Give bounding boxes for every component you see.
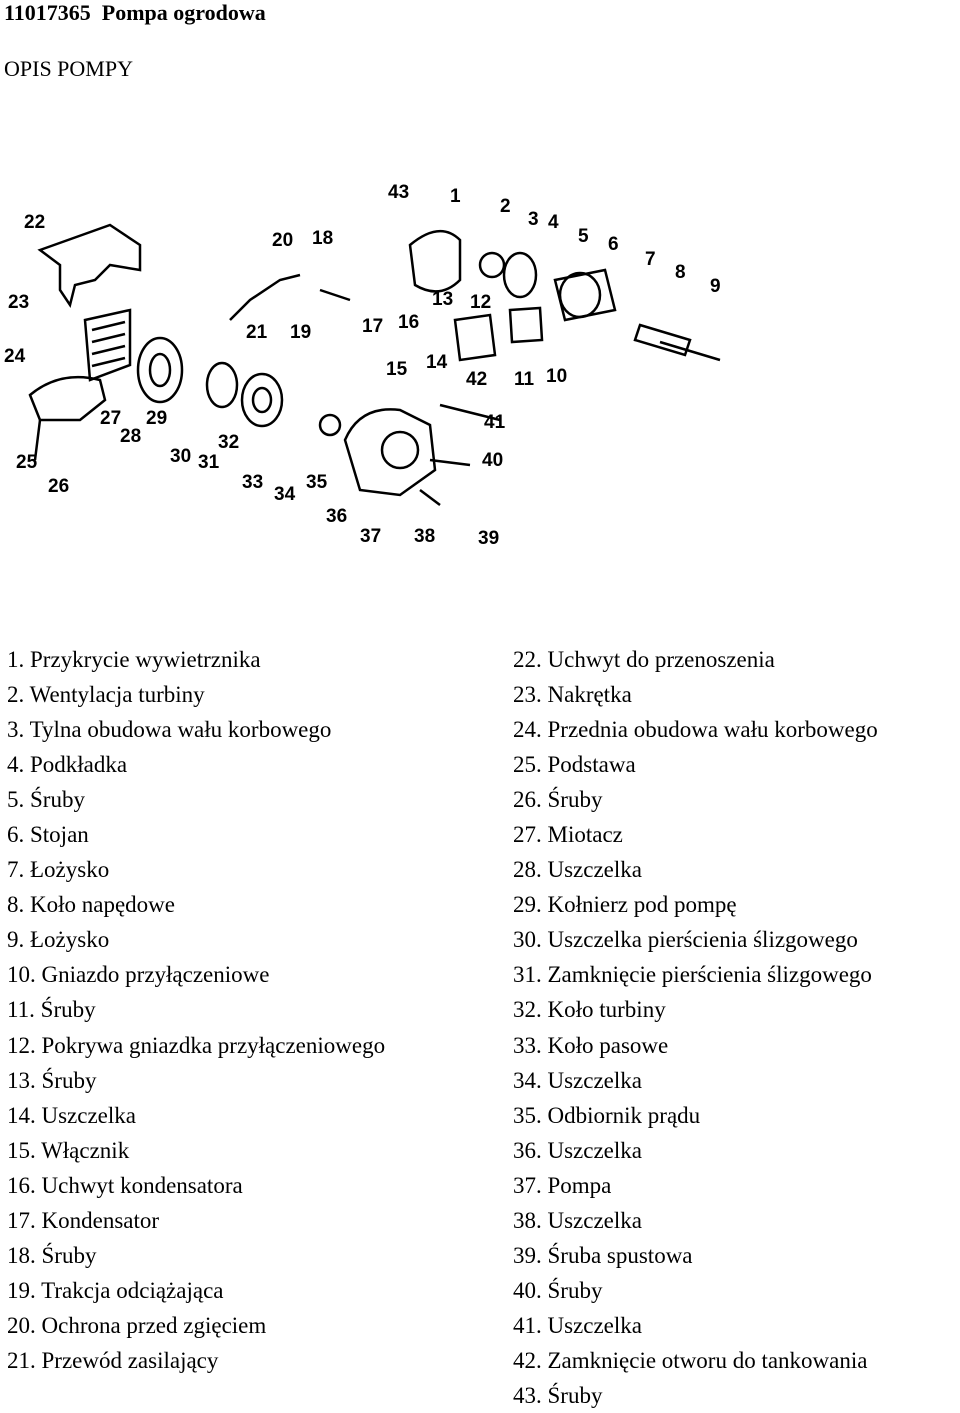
callout-21: 21 xyxy=(246,322,268,343)
callout-1: 1 xyxy=(450,186,461,207)
back-housing-part xyxy=(504,253,536,297)
list-item: 1. Przykrycie wywietrznika xyxy=(7,647,261,672)
pump-body-part xyxy=(345,409,435,495)
list-item: 5. Śruby xyxy=(7,787,85,813)
callout-37: 37 xyxy=(360,526,382,547)
list-item: 8. Koło napędowe xyxy=(7,892,175,918)
callout-32: 32 xyxy=(218,432,240,453)
callout-9: 9 xyxy=(710,276,721,297)
list-item: 22. Uchwyt do przenoszenia xyxy=(513,647,775,672)
list-item: 34. Uszczelka xyxy=(513,1067,642,1093)
drive-wheel-part xyxy=(635,325,690,355)
list-item: 7. Łożysko xyxy=(7,857,110,883)
pulley-part xyxy=(242,374,282,426)
callout-20: 20 xyxy=(272,230,294,251)
front-housing-part xyxy=(85,310,130,380)
callout-38: 38 xyxy=(414,526,436,547)
list-item: 43. Śruby xyxy=(513,1382,603,1408)
callout-23: 23 xyxy=(8,292,30,313)
callout-33: 33 xyxy=(242,472,264,493)
stator-part xyxy=(555,270,615,320)
callout-34: 34 xyxy=(274,484,296,505)
pump-exploded-diagram xyxy=(0,170,960,570)
callout-12: 12 xyxy=(470,292,492,313)
callout-24: 24 xyxy=(4,346,26,367)
callout-6: 6 xyxy=(608,234,619,255)
list-item: 23. Nakrętka xyxy=(513,682,632,708)
list-item: 21. Przewód zasilający xyxy=(7,1347,219,1373)
callout-3: 3 xyxy=(528,209,539,230)
callout-35: 35 xyxy=(306,472,328,493)
callout-25: 25 xyxy=(16,452,38,473)
list-item: 40. Śruby xyxy=(513,1277,603,1303)
callout-43: 43 xyxy=(388,182,410,203)
callout-31: 31 xyxy=(198,452,220,473)
list-item: 20. Ochrona przed zgięciem xyxy=(7,1312,267,1338)
list-item: 9. Łożysko xyxy=(7,927,110,953)
list-item: 18. Śruby xyxy=(7,1242,97,1268)
list-item: 27. Miotacz xyxy=(513,822,623,848)
document-title: 11017365 Pompa ogrodowa xyxy=(4,0,266,25)
list-item: 25. Podstawa xyxy=(513,752,636,778)
list-item: 6. Stojan xyxy=(7,822,89,848)
list-item: 26. Śruby xyxy=(513,787,603,813)
section-title: OPIS POMPY xyxy=(4,56,133,81)
callout-13: 13 xyxy=(432,289,454,310)
list-item: 28. Uszczelka xyxy=(513,857,642,883)
list-item: 13. Śruby xyxy=(7,1067,97,1093)
list-item: 14. Uszczelka xyxy=(7,1102,136,1128)
list-item: 39. Śruba spustowa xyxy=(513,1242,693,1268)
callout-19: 19 xyxy=(290,322,312,343)
callout-26: 26 xyxy=(48,476,70,497)
flange-part xyxy=(138,338,182,402)
base-part xyxy=(30,377,105,420)
callout-36: 36 xyxy=(326,506,348,527)
list-item: 41. Uszczelka xyxy=(513,1312,642,1338)
callout-7: 7 xyxy=(645,249,656,270)
list-item: 4. Podkładka xyxy=(7,752,128,778)
list-item: 17. Kondensator xyxy=(7,1207,160,1233)
list-item: 11. Śruby xyxy=(7,997,96,1023)
callout-2: 2 xyxy=(500,196,511,217)
callout-17: 17 xyxy=(362,316,384,337)
callout-15: 15 xyxy=(386,359,408,380)
list-item: 2. Wentylacja turbiny xyxy=(7,682,205,708)
vent-cover-part xyxy=(410,231,460,291)
callout-10: 10 xyxy=(546,366,568,387)
callout-29: 29 xyxy=(146,408,168,429)
terminal-cover-part xyxy=(455,315,495,360)
callout-27: 27 xyxy=(100,408,122,429)
callout-4: 4 xyxy=(548,212,559,233)
callout-18: 18 xyxy=(312,228,334,249)
list-item: 33. Koło pasowe xyxy=(513,1032,669,1058)
list-item: 10. Gniazdo przyłączeniowe xyxy=(7,962,270,988)
list-item: 24. Przednia obudowa wału korbowego xyxy=(513,717,878,743)
power-cable-part xyxy=(230,275,300,320)
parts-list-left xyxy=(7,642,385,1378)
list-item: 12. Pokrywa gniazdka przyłączeniowego xyxy=(7,1032,386,1058)
callout-39: 39 xyxy=(478,528,500,549)
callout-11: 11 xyxy=(514,369,535,390)
callout-30: 30 xyxy=(170,446,192,467)
list-item: 38. Uszczelka xyxy=(513,1207,642,1233)
list-item: 16. Uchwyt kondensatora xyxy=(7,1172,243,1198)
list-item: 19. Trakcja odciążająca xyxy=(7,1277,224,1303)
list-item: 29. Kołnierz pod pompę xyxy=(513,892,737,918)
capacitor-part xyxy=(320,290,350,300)
terminal-box-part xyxy=(510,308,542,342)
callout-22: 22 xyxy=(24,212,46,233)
current-receiver-part xyxy=(320,415,340,435)
list-item: 37. Pompa xyxy=(513,1172,612,1198)
carrying-handle-part xyxy=(40,225,140,305)
parts-list-right xyxy=(513,642,878,1413)
list-item: 3. Tylna obudowa wału korbowego xyxy=(7,717,332,743)
list-item: 15. Włącznik xyxy=(7,1137,130,1163)
callout-16: 16 xyxy=(398,312,420,333)
callout-14: 14 xyxy=(426,352,448,373)
turbine-wheel-part xyxy=(207,363,237,407)
callout-8: 8 xyxy=(675,262,686,283)
list-item: 30. Uszczelka pierścienia ślizgowego xyxy=(513,927,858,953)
list-item: 42. Zamknięcie otworu do tankowania xyxy=(513,1347,868,1373)
callout-41: 41 xyxy=(484,412,506,433)
list-item: 31. Zamknięcie pierścienia ślizgowego xyxy=(513,962,872,988)
list-item: 35. Odbiornik prądu xyxy=(513,1102,701,1128)
turbine-vent-part xyxy=(480,253,504,277)
list-item: 32. Koło turbiny xyxy=(513,997,666,1023)
callout-28: 28 xyxy=(120,426,142,447)
callout-40: 40 xyxy=(482,450,504,471)
list-item: 36. Uszczelka xyxy=(513,1137,642,1163)
callout-5: 5 xyxy=(578,226,589,247)
callout-42: 42 xyxy=(466,369,488,390)
